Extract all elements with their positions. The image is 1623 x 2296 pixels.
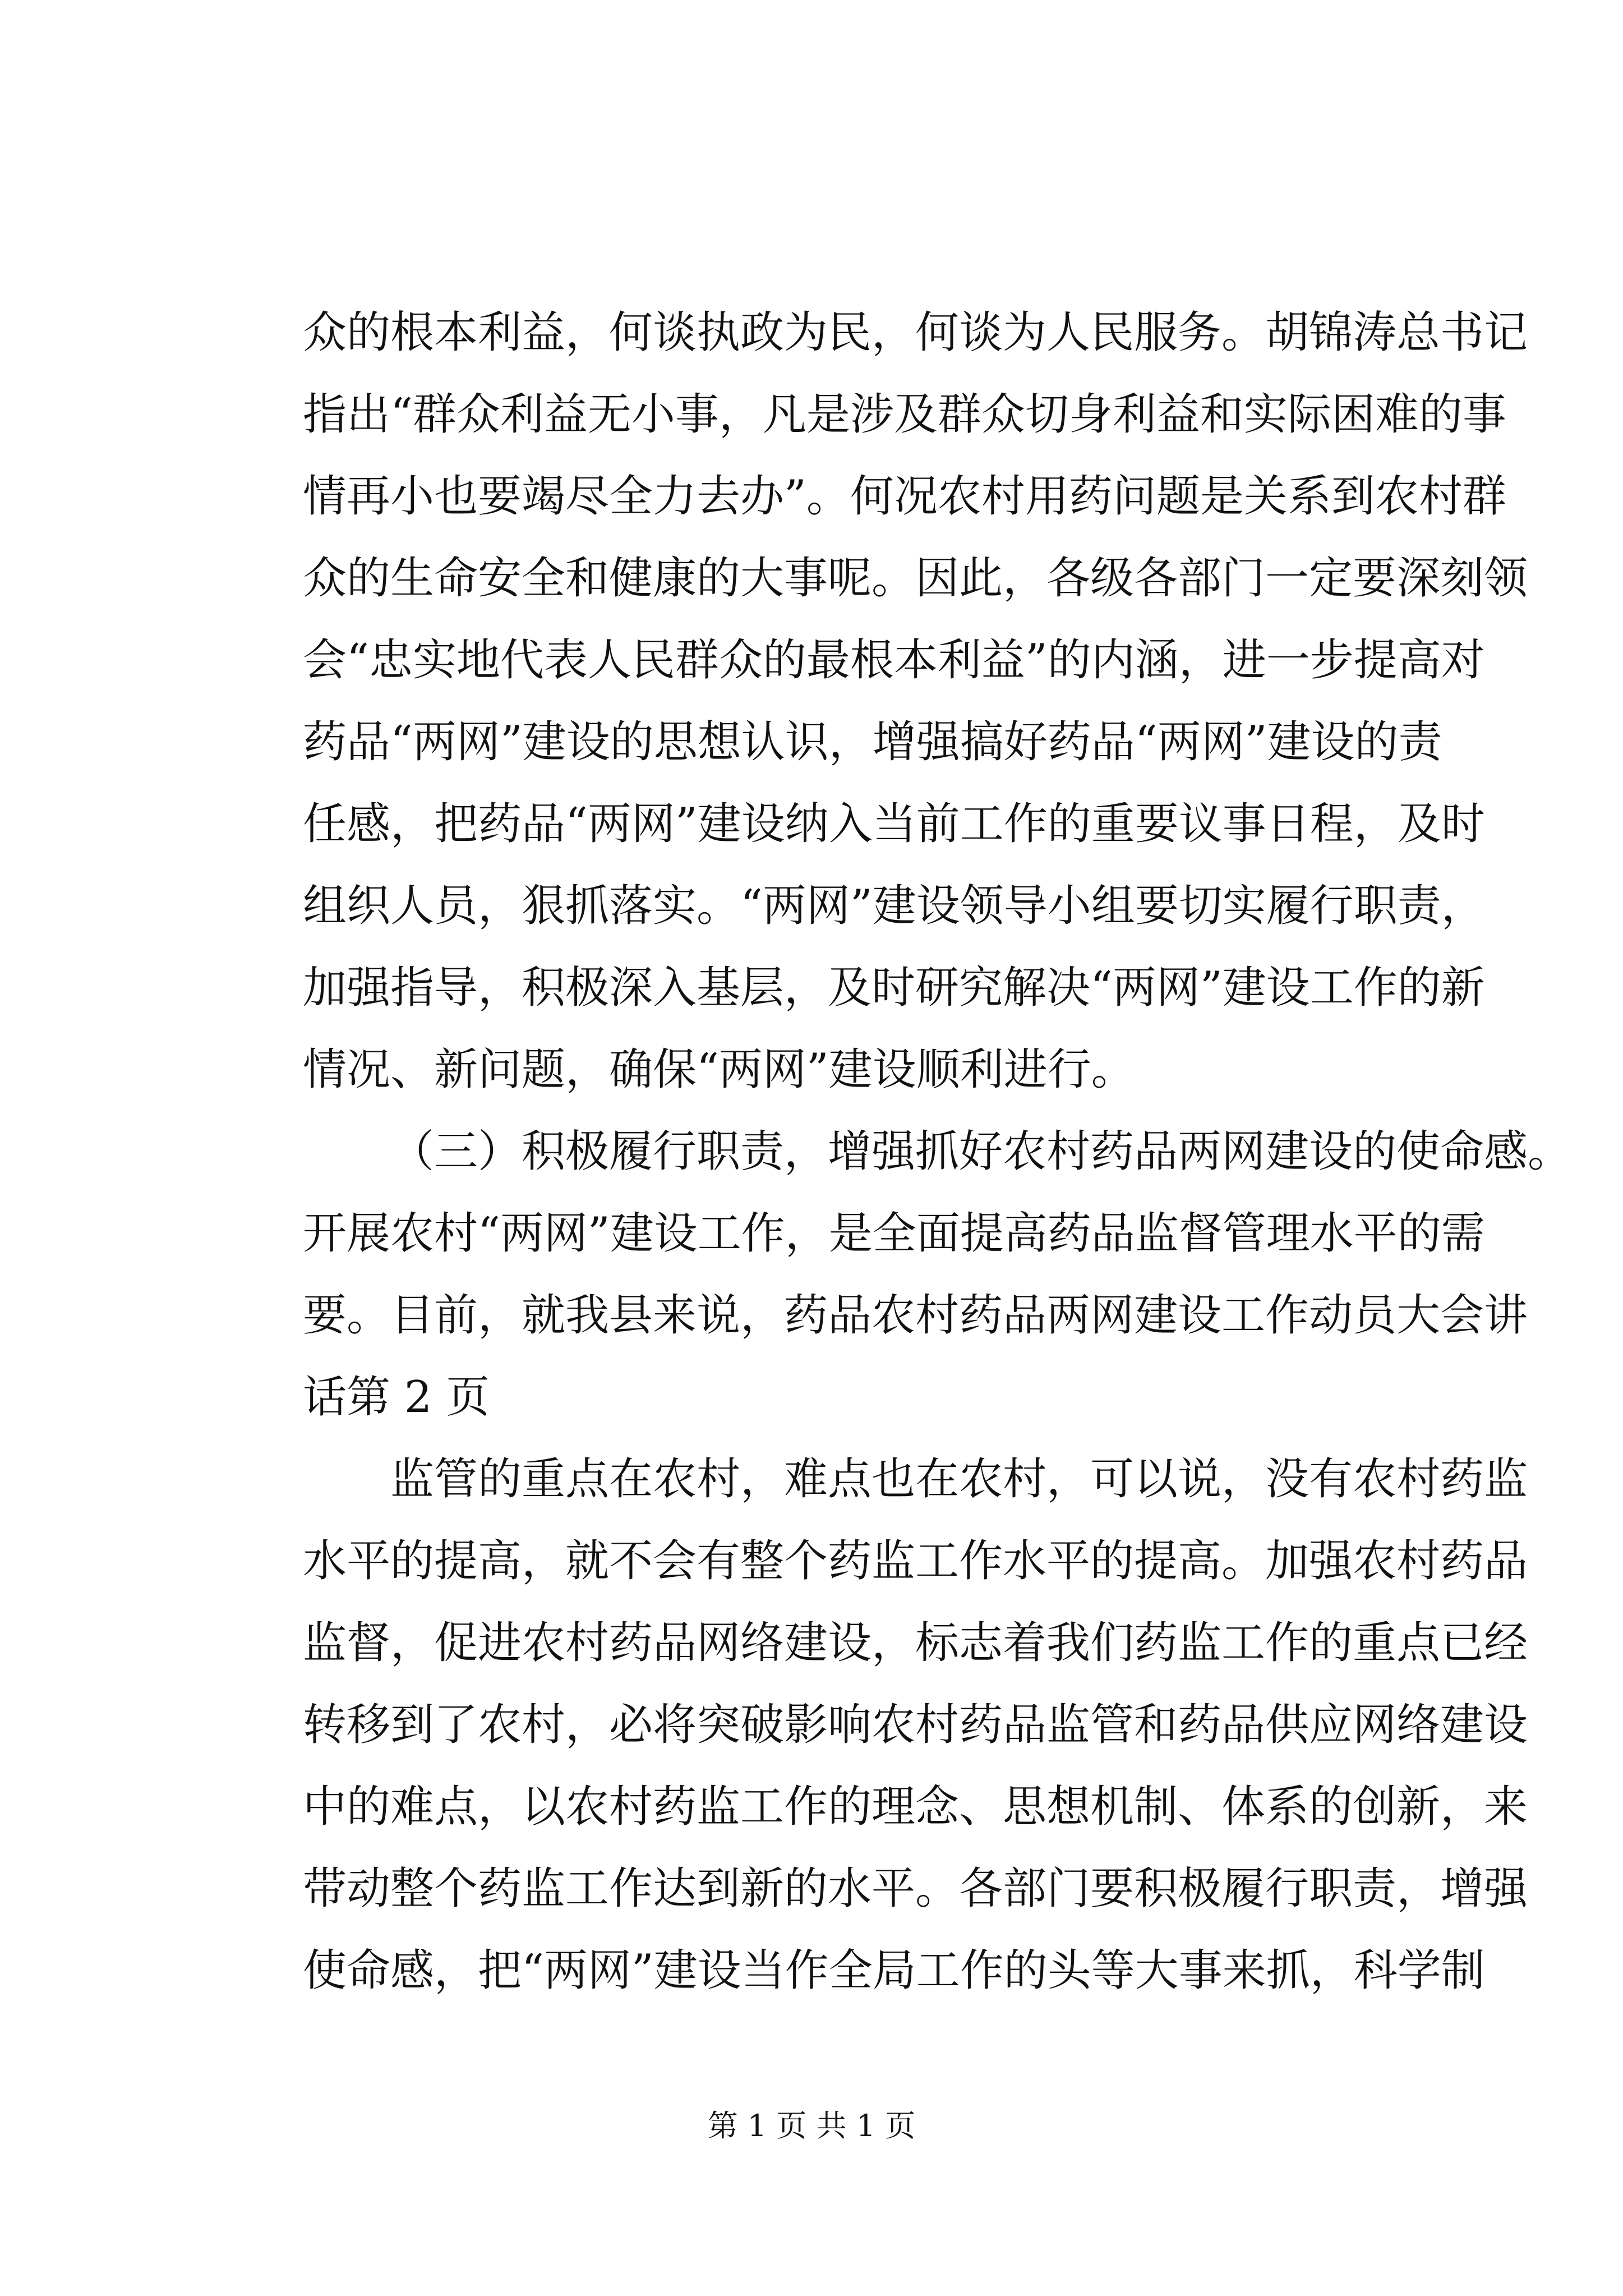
text-line: 使命感，把“两网”建设当作全局工作的头等大事来抓，科学制 bbox=[303, 1945, 1485, 1996]
text-line: 话第 2 页 bbox=[303, 1372, 490, 1423]
text-line: 加强指导，积极深入基层，及时研究解决“两网”建设工作的新 bbox=[303, 963, 1485, 1013]
text-line: 带动整个药监工作达到新的水平。各部门要积极履行职责，增强 bbox=[303, 1864, 1528, 1914]
text-line: 开展农村“两网”建设工作，是全面提高药品监督管理水平的需 bbox=[303, 1208, 1485, 1259]
text-line: 监管的重点在农村，难点也在农村，可以说，没有农村药监 bbox=[390, 1454, 1528, 1504]
text-line: 情况、新问题，确保“两网”建设顺利进行。 bbox=[303, 1045, 1135, 1095]
text-line: 会“忠实地代表人民群众的最根本利益”的内涵，进一步提高对 bbox=[303, 635, 1485, 685]
text-line: 情再小也要竭尽全力去办”。何况农村用药问题是关系到农村群 bbox=[303, 471, 1506, 522]
body-text bbox=[303, 292, 1572, 2012]
page-footer: 第 1 页 共 1 页 bbox=[707, 2108, 916, 2143]
text-line: 监督，促进农村药品网络建设，标志着我们药监工作的重点已经 bbox=[303, 1618, 1528, 1668]
text-line: 指出“群众利益无小事，凡是涉及群众切身利益和实际困难的事 bbox=[303, 389, 1506, 440]
text-line: 众的生命安全和健康的大事呢。因此，各级各部门一定要深刻领 bbox=[303, 553, 1528, 604]
text-line: 转移到了农村，必将突破影响农村药品监管和药品供应网络建设 bbox=[303, 1700, 1528, 1750]
section-heading: （三）积极履行职责，增强抓好农村药品两网建设的使命感。 bbox=[390, 1126, 1572, 1177]
text-line: 组织人员，狠抓落实。“两网”建设领导小组要切实履行职责， bbox=[303, 881, 1485, 931]
text-line: 中的难点，以农村药监工作的理念、思想机制、体系的创新，来 bbox=[303, 1782, 1528, 1832]
text-line: 众的根本利益，何谈执政为民，何谈为人民服务。胡锦涛总书记 bbox=[303, 307, 1528, 358]
text-line: 水平的提高，就不会有整个药监工作水平的提高。加强农村药品 bbox=[303, 1536, 1528, 1586]
text-line: 要。目前，就我县来说，药品农村药品两网建设工作动员大会讲 bbox=[303, 1290, 1528, 1341]
text-line: 药品“两网”建设的思想认识，增强搞好药品“两网”建设的责 bbox=[303, 717, 1442, 767]
text-line: 任感，把药品“两网”建设纳入当前工作的重要议事日程，及时 bbox=[303, 799, 1485, 849]
